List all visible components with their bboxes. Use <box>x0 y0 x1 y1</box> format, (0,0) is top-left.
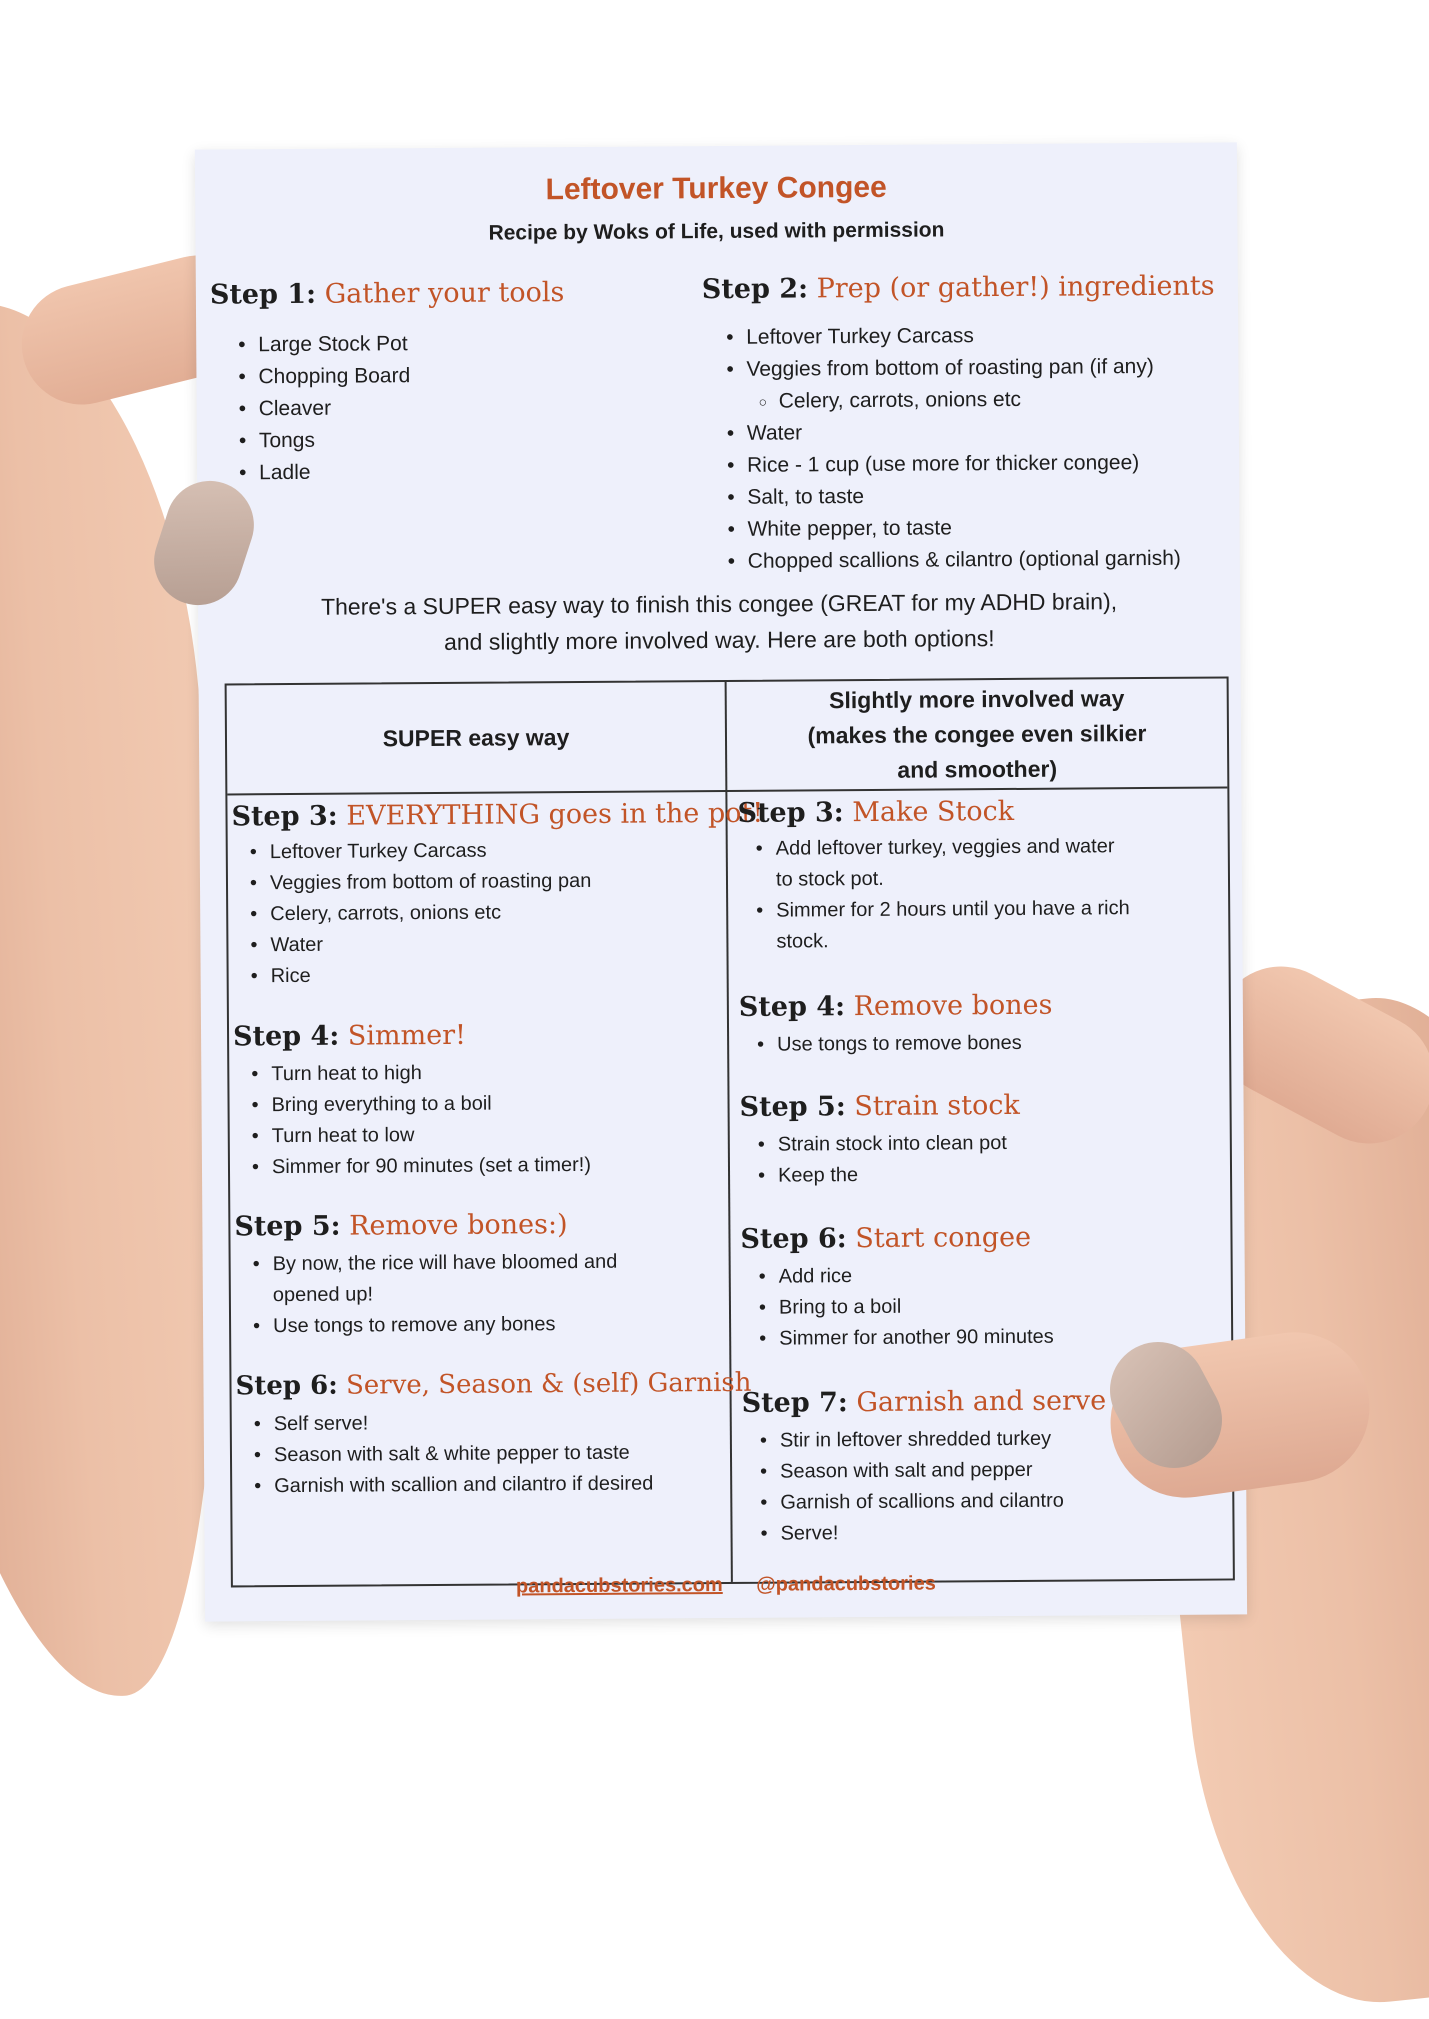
social-handle: @pandacubstories <box>756 1572 936 1596</box>
list-item: • Leftover Turkey Carcass <box>244 835 592 868</box>
step-label: Step 3: <box>737 797 844 829</box>
involved-step6-heading <box>740 1222 1031 1255</box>
easy-step5-heading <box>234 1209 567 1242</box>
list-item: • Veggies from bottom of roasting pan <box>244 866 592 899</box>
list-item: • Turn heat to low <box>246 1119 591 1152</box>
list-item: • Chopped scallions & cilantro (optional garnish) <box>722 543 1181 578</box>
step-title: Garnish and serve <box>856 1385 1107 1419</box>
list-item: • Water <box>721 415 1180 450</box>
recipe-title: Leftover Turkey Congee <box>545 170 887 207</box>
list-item: • Season with salt & white pepper to taste <box>248 1437 653 1471</box>
list-item: • Celery, carrots, onions etc <box>244 897 592 930</box>
involved-step7-list <box>754 1424 1064 1550</box>
website-link[interactable]: pandacubstories.com <box>515 1574 723 1598</box>
step1-label: Step 1: <box>209 278 317 311</box>
list-item: • Veggies from bottom of roasting pan (if any) <box>720 351 1179 386</box>
step2-heading <box>702 271 1215 306</box>
step-title: Simmer! <box>347 1019 467 1052</box>
list-item: • Turn heat to high <box>245 1057 590 1090</box>
step-title: Make Stock <box>852 795 1015 829</box>
step-label: Step 6: <box>235 1370 338 1402</box>
step-title: Remove bones <box>853 989 1053 1023</box>
step-title: Remove bones:) <box>349 1209 568 1242</box>
list-item: • Water <box>244 928 592 961</box>
list-item: • Ladle <box>233 456 411 489</box>
list-item: • Garnish with scallion and cilantro if desired <box>248 1468 653 1502</box>
easy-way-header: SUPER easy way <box>382 723 570 751</box>
list-item: • Tongs <box>233 424 411 457</box>
list-item: • Salt, to taste <box>721 479 1180 514</box>
involved-step7-heading <box>742 1385 1107 1419</box>
list-item: • Self serve! <box>248 1406 653 1440</box>
list-item: • White pepper, to taste <box>721 511 1180 546</box>
step2-list <box>720 319 1181 578</box>
list-item: • Leftover Turkey Carcass <box>720 319 1179 354</box>
easy-step6-heading <box>235 1368 751 1402</box>
step-label: Step 3: <box>231 800 338 833</box>
involved-step3-heading <box>737 796 1014 829</box>
list-item-continuation: opened up! <box>272 1283 374 1307</box>
list-item: • Simmer for another 90 minutes <box>753 1322 1054 1355</box>
step-title: Serve, Season & (self) Garnish <box>345 1367 752 1401</box>
involved-step4-heading <box>739 990 1053 1023</box>
method-table <box>225 676 1235 1587</box>
involved-step5-heading <box>739 1090 1019 1123</box>
list-item: • Simmer for 2 hours until you have a rich <box>750 893 1130 927</box>
involved-step6-list <box>753 1260 1054 1355</box>
step-label: Step 4: <box>232 1020 340 1053</box>
list-item: • Chopping Board <box>232 360 410 393</box>
recipe-credit: Recipe by Woks of Life, used with permission <box>488 218 945 245</box>
list-item: • Use tongs to remove bones <box>751 1028 1022 1061</box>
step1-heading <box>210 277 565 310</box>
step-label: Step 5: <box>234 1210 341 1243</box>
list-item: • Add leftover turkey, veggies and water <box>750 831 1130 865</box>
list-item: • Rice - 1 cup (use more for thicker congee) <box>721 447 1180 482</box>
step-title: EVERYTHING goes in the pot! <box>346 797 764 832</box>
easy-step6-list <box>248 1406 654 1502</box>
step1-list <box>232 328 411 489</box>
step1-title: Gather your tools <box>324 277 565 310</box>
list-item: • Strain stock into clean pot <box>752 1128 1007 1161</box>
step-label: Step 4: <box>738 991 846 1023</box>
involved-header-line-1: Slightly more involved way <box>829 684 1125 713</box>
recipe-card <box>195 142 1247 1621</box>
easy-step4-heading <box>233 1020 466 1053</box>
intro-line-1: There's a SUPER easy way to finish this congee (GREAT for my ADHD brain), <box>320 588 1118 620</box>
list-item: • Use tongs to remove any bones <box>247 1309 618 1343</box>
step-label: Step 6: <box>740 1223 847 1255</box>
involved-step4-list <box>751 1028 1022 1061</box>
step-title: Strain stock <box>854 1089 1020 1123</box>
step-title: Start congee <box>855 1221 1032 1255</box>
easy-step3-list <box>244 835 592 992</box>
list-item: • Add rice <box>753 1260 1054 1293</box>
list-item: • Bring everything to a boil <box>245 1088 590 1121</box>
list-item: • Garnish of scallions and cilantro <box>754 1486 1064 1519</box>
list-item: • Stir in leftover shredded turkey <box>754 1424 1064 1457</box>
involved-header-line-2: (makes the congee even silkier <box>807 719 1147 748</box>
easy-step5-list <box>247 1247 618 1343</box>
list-item-continuation: stock. <box>776 930 829 953</box>
step2-title: Prep (or gather!) ingredients <box>816 270 1215 305</box>
involved-way-header <box>727 678 1228 789</box>
list-item: • Serve! <box>754 1517 1064 1550</box>
intro-line-2: and slightly more involved way. Here are both options! <box>443 625 995 655</box>
list-item: • Cleaver <box>233 392 411 425</box>
list-subitem: ○ Celery, carrots, onions etc <box>721 383 1180 418</box>
list-item-continuation: to stock pot. <box>775 867 884 891</box>
intro-text <box>238 583 1200 662</box>
list-item: • By now, the rice will have bloomed and <box>247 1247 618 1281</box>
step-label: Step 7: <box>741 1387 848 1419</box>
list-item: • Rice <box>245 959 593 992</box>
easy-step4-list <box>245 1057 591 1183</box>
list-item: • Keep the <box>752 1159 1007 1192</box>
step-label: Step 5: <box>739 1091 846 1123</box>
involved-step3-list <box>750 831 1130 958</box>
list-item: • Large Stock Pot <box>232 328 410 361</box>
involved-header-line-3: and smoother) <box>897 755 1058 783</box>
involved-step5-list <box>752 1128 1007 1192</box>
list-item: • Simmer for 90 minutes (set a timer!) <box>246 1150 591 1183</box>
list-item: • Bring to a boil <box>753 1291 1054 1324</box>
step2-label: Step 2: <box>701 273 809 306</box>
easy-step3-heading <box>231 798 763 833</box>
list-item: • Season with salt and pepper <box>754 1455 1064 1488</box>
